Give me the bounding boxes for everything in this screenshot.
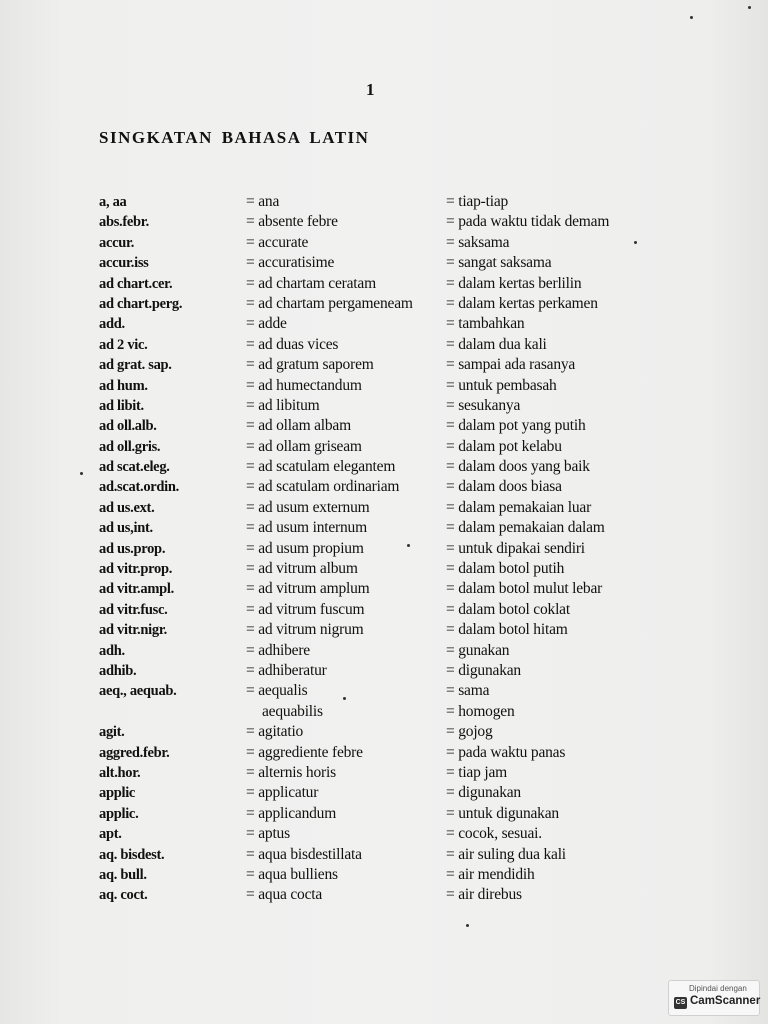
table-row (0, 804, 768, 824)
table-row (0, 783, 768, 803)
meaning-cell: = digunakan (446, 784, 521, 802)
table-row (0, 579, 768, 599)
table-row (0, 865, 768, 885)
abbreviation-cell: aq. coct. (99, 887, 148, 904)
table-row (0, 763, 768, 783)
badge-caption: Dipindai dengan (689, 984, 747, 993)
abbreviation-cell: ad vitr.fusc. (99, 601, 168, 618)
abbreviation-cell: accur. (99, 234, 135, 251)
meaning-cell: = dalam botol mulut lebar (446, 580, 603, 598)
meaning-cell: = sesukanya (446, 396, 521, 414)
meaning-cell: = sampai ada rasanya (446, 356, 576, 374)
latin-term-cell: = ad duas vices (246, 335, 339, 353)
abbreviation-cell: adhib. (99, 662, 137, 679)
scan-speck (634, 241, 637, 244)
latin-term-cell: = ad chartam pergameneam (246, 294, 413, 312)
meaning-cell: = dalam doos biasa (446, 478, 562, 496)
latin-term-cell: = ad vitrum fuscum (246, 600, 365, 618)
latin-term-cell: = ana (246, 193, 280, 210)
table-row (0, 845, 768, 865)
latin-term-cell: = ad chartam ceratam (246, 274, 376, 292)
table-row (0, 539, 768, 559)
latin-term-cell: = aequalis (246, 682, 308, 700)
latin-term-cell: = ad libitum (246, 396, 320, 414)
abbreviation-cell: ad grat. sap. (99, 357, 172, 374)
scan-speck (690, 16, 693, 19)
table-row (0, 335, 768, 355)
abbreviation-cell: ad us.prop. (99, 540, 166, 557)
abbreviation-cell: applic. (99, 805, 139, 822)
meaning-cell: = dalam botol coklat (446, 600, 570, 618)
latin-term-cell: = applicatur (246, 784, 319, 802)
latin-term-cell: = aqua cocta (246, 886, 323, 904)
latin-term-cell: = ad ollam albam (246, 417, 351, 435)
abbreviation-cell: ad chart.cer. (99, 275, 173, 292)
table-row (0, 314, 768, 334)
meaning-cell: = sangat saksama (446, 254, 552, 272)
scan-speck (80, 472, 83, 475)
meaning-cell: = saksama (446, 233, 510, 251)
latin-term-cell: = absente febre (246, 213, 338, 231)
latin-term-cell: aequabilis (262, 702, 323, 720)
latin-term-cell: = aptus (246, 825, 290, 843)
scan-speck (748, 6, 751, 9)
abbreviation-cell: ad libit. (99, 397, 144, 414)
meaning-cell: = dalam botol hitam (446, 621, 568, 639)
meaning-cell: = gojog (446, 723, 493, 741)
camscanner-logo-icon: CS (674, 997, 687, 1009)
latin-term-cell: = ad ollam griseam (246, 437, 362, 455)
abbreviation-cell: applic (99, 785, 136, 802)
scan-speck (407, 544, 410, 547)
latin-term-cell: = adhibere (246, 641, 310, 659)
latin-term-cell: = adde (246, 315, 287, 333)
latin-term-cell: = ad usum externum (246, 498, 370, 516)
page-number: 1 (366, 80, 375, 99)
abbreviation-cell: aeq., aequab. (99, 683, 177, 700)
section-title: SINGKATAN BAHASA LATIN (99, 128, 370, 147)
table-row (0, 212, 768, 232)
table-row (0, 355, 768, 375)
abbreviation-cell: alt.hor. (99, 764, 141, 781)
meaning-cell: = tiap-tiap (446, 193, 509, 210)
table-row (0, 702, 768, 722)
badge-name: CamScanner (690, 995, 761, 1007)
abbreviation-cell: ad oll.gris. (99, 438, 161, 455)
meaning-cell: = untuk pembasah (446, 376, 557, 394)
meaning-cell: = air mendidih (446, 865, 535, 883)
latin-term-cell: = ad scatulam ordinariam (246, 478, 400, 496)
latin-term-cell: = applicandum (246, 804, 337, 822)
table-row (0, 661, 768, 681)
latin-term-cell: = ad usum internum (246, 519, 367, 537)
scan-speck (466, 924, 469, 927)
meaning-cell: = pada waktu tidak demam (446, 213, 610, 231)
latin-term-cell: = accuratisime (246, 254, 335, 272)
meaning-cell: = tambahkan (446, 315, 525, 333)
meaning-cell: = dalam kertas berlilin (446, 274, 582, 292)
table-row (0, 376, 768, 396)
abbreviation-cell: apt. (99, 826, 122, 843)
latin-term-cell: = aqua bisdestillata (246, 845, 362, 863)
table-row (0, 743, 768, 763)
meaning-cell: = dalam pot kelabu (446, 437, 562, 455)
meaning-cell: = dalam pemakaian luar (446, 498, 592, 516)
abbreviation-cell: accur.iss (99, 255, 149, 272)
camscanner-badge (668, 980, 760, 1016)
latin-term-cell: = adhiberatur (246, 661, 327, 679)
abbreviation-cell: ad chart.perg. (99, 295, 183, 312)
latin-term-cell: = agitatio (246, 723, 304, 741)
abbreviation-cell: ad vitr.prop. (99, 561, 173, 578)
table-row (0, 477, 768, 497)
meaning-cell: = digunakan (446, 661, 521, 679)
meaning-cell: = tiap jam (446, 763, 507, 781)
table-row (0, 641, 768, 661)
table-row (0, 294, 768, 314)
latin-term-cell: = ad scatulam elegantem (246, 458, 396, 476)
table-row (0, 416, 768, 436)
latin-term-cell: = ad humectandum (246, 376, 362, 394)
table-row (0, 437, 768, 457)
table-row (0, 457, 768, 477)
scan-speck (343, 697, 346, 700)
meaning-cell: = air direbus (446, 886, 522, 904)
meaning-cell: = sama (446, 682, 490, 700)
meaning-cell: = untuk dipakai sendiri (446, 539, 585, 557)
abbreviation-cell: ad oll.alb. (99, 418, 157, 435)
abbreviation-cell: ad 2 vic. (99, 336, 148, 353)
latin-term-cell: = alternis horis (246, 763, 336, 781)
table-row (0, 824, 768, 844)
latin-term-cell: = ad vitrum amplum (246, 580, 370, 598)
abbreviation-cell: adh. (99, 642, 125, 659)
table-row (0, 274, 768, 294)
latin-term-cell: = ad vitrum album (246, 560, 358, 578)
latin-term-cell: = aggrediente febre (246, 743, 363, 761)
table-row (0, 192, 768, 212)
abbreviation-cell: ad us,int. (99, 520, 153, 537)
abbreviation-cell: abs.febr. (99, 214, 149, 231)
abbreviation-cell: ad vitr.ampl. (99, 581, 174, 598)
table-row (0, 233, 768, 253)
abbreviation-cell: ad us.ext. (99, 499, 155, 516)
meaning-cell: = dalam botol putih (446, 560, 565, 578)
meaning-cell: = air suling dua kali (446, 845, 566, 863)
table-row (0, 518, 768, 538)
table-row (0, 681, 768, 701)
table-row (0, 253, 768, 273)
table-row (0, 885, 768, 905)
meaning-cell: = dalam dua kali (446, 335, 547, 353)
latin-term-cell: = accurate (246, 233, 309, 251)
latin-term-cell: = aqua bulliens (246, 865, 338, 883)
meaning-cell: = homogen (446, 702, 515, 720)
abbreviation-cell: aq. bull. (99, 866, 147, 883)
abbreviation-cell: aq. bisdest. (99, 846, 165, 863)
meaning-cell: = dalam pot yang putih (446, 417, 586, 435)
meaning-cell: = pada waktu panas (446, 743, 566, 761)
table-row (0, 559, 768, 579)
latin-term-cell: = ad gratum saporem (246, 356, 374, 374)
table-row (0, 722, 768, 742)
abbreviation-table (0, 192, 768, 906)
meaning-cell: = untuk digunakan (446, 804, 559, 822)
abbreviation-cell: add. (99, 316, 125, 333)
latin-term-cell: = ad vitrum nigrum (246, 621, 364, 639)
latin-term-cell: = ad usum propium (246, 539, 364, 557)
abbreviation-cell: a, aa (99, 194, 127, 210)
abbreviation-cell: ad vitr.nigr. (99, 622, 167, 639)
abbreviation-cell: aggred.febr. (99, 744, 170, 761)
abbreviation-cell: ad.scat.ordin. (99, 479, 179, 496)
abbreviation-cell: ad scat.eleg. (99, 459, 170, 476)
table-row (0, 498, 768, 518)
abbreviation-cell: agit. (99, 724, 125, 741)
table-row (0, 600, 768, 620)
table-row (0, 620, 768, 640)
abbreviation-cell: ad hum. (99, 377, 148, 394)
meaning-cell: = cocok, sesuai. (446, 825, 542, 843)
meaning-cell: = dalam pemakaian dalam (446, 519, 605, 537)
meaning-cell: = dalam kertas perkamen (446, 294, 598, 312)
table-row (0, 396, 768, 416)
meaning-cell: = gunakan (446, 641, 510, 659)
meaning-cell: = dalam doos yang baik (446, 458, 590, 476)
